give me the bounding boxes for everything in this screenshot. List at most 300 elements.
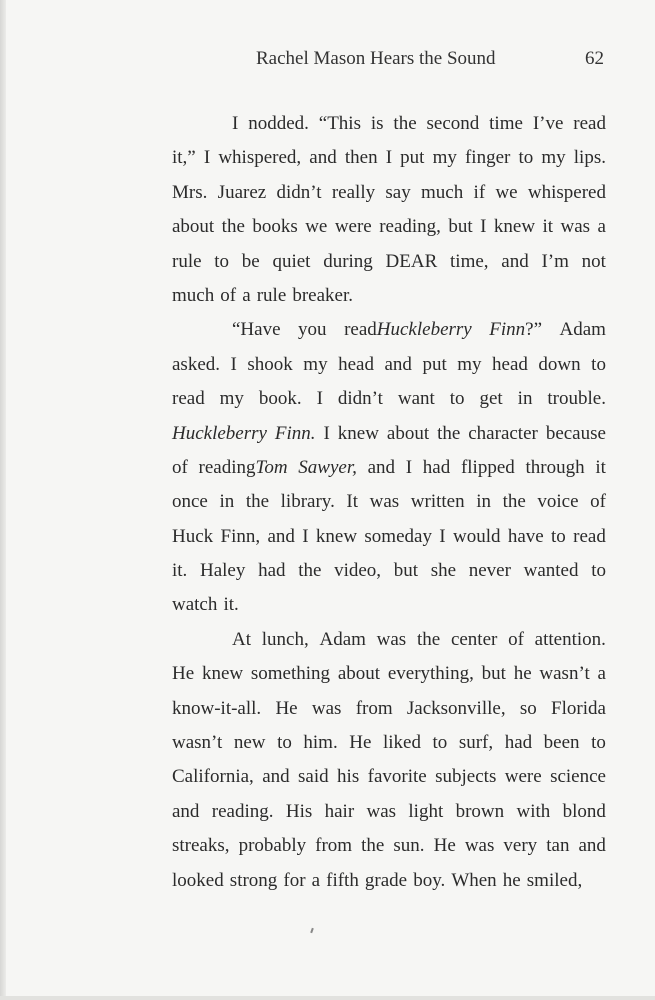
text: His bbox=[285, 800, 313, 822]
text: shook bbox=[247, 353, 293, 375]
text: looked bbox=[172, 869, 224, 891]
word bbox=[172, 245, 202, 279]
text-line bbox=[172, 417, 606, 451]
word bbox=[492, 348, 528, 382]
text-line bbox=[172, 245, 606, 279]
word bbox=[232, 623, 251, 657]
word bbox=[482, 657, 506, 691]
text: voice bbox=[537, 491, 579, 513]
text: Florida bbox=[551, 697, 606, 719]
word bbox=[503, 829, 537, 863]
word bbox=[501, 245, 528, 279]
word bbox=[435, 760, 496, 794]
text: it,” bbox=[172, 147, 196, 169]
word bbox=[305, 210, 327, 244]
italic-text: Finn bbox=[489, 319, 526, 341]
text: never bbox=[468, 560, 511, 582]
word bbox=[172, 829, 230, 863]
word bbox=[453, 520, 501, 554]
text: you bbox=[298, 319, 327, 341]
page-mark bbox=[310, 928, 314, 933]
word bbox=[251, 657, 330, 691]
word bbox=[591, 726, 606, 760]
word bbox=[286, 795, 312, 829]
word bbox=[172, 726, 222, 760]
word bbox=[172, 451, 188, 485]
word bbox=[508, 520, 544, 554]
text: then bbox=[344, 147, 378, 169]
word bbox=[528, 176, 606, 210]
page-number: 62 bbox=[585, 48, 604, 69]
word bbox=[480, 210, 486, 244]
word bbox=[450, 382, 465, 416]
text: books bbox=[252, 216, 298, 238]
word bbox=[303, 726, 337, 760]
text: whispered, bbox=[218, 147, 302, 169]
text: I’m bbox=[541, 250, 569, 272]
text: to bbox=[518, 147, 534, 169]
word bbox=[346, 485, 358, 519]
word bbox=[231, 348, 237, 382]
text: nodded. bbox=[248, 113, 309, 134]
word bbox=[408, 795, 443, 829]
word bbox=[541, 245, 568, 279]
text: had bbox=[504, 732, 533, 754]
text: it. bbox=[172, 560, 188, 582]
text: He bbox=[433, 835, 456, 857]
word bbox=[582, 245, 606, 279]
word bbox=[560, 313, 606, 347]
word bbox=[262, 623, 309, 657]
text: and bbox=[172, 800, 200, 822]
text: of bbox=[172, 456, 188, 478]
text: to bbox=[449, 388, 465, 410]
page-bottom-edge bbox=[0, 996, 655, 1000]
text: character bbox=[468, 422, 538, 444]
word bbox=[202, 657, 243, 691]
word bbox=[407, 692, 506, 726]
word bbox=[561, 210, 591, 244]
text: through bbox=[525, 456, 585, 478]
word bbox=[434, 829, 456, 863]
word bbox=[172, 348, 220, 382]
word bbox=[474, 176, 486, 210]
word bbox=[242, 279, 250, 313]
word bbox=[302, 520, 308, 554]
word bbox=[386, 141, 392, 175]
text: read bbox=[344, 319, 377, 341]
word bbox=[413, 864, 445, 898]
word bbox=[541, 141, 565, 175]
italic-text: Sawyer, bbox=[298, 456, 357, 478]
word bbox=[450, 245, 489, 279]
text: surf, bbox=[458, 732, 494, 754]
word bbox=[319, 107, 361, 141]
text: if bbox=[473, 181, 486, 203]
word bbox=[579, 829, 606, 863]
text: I bbox=[232, 113, 239, 134]
word bbox=[199, 451, 288, 485]
text: want bbox=[397, 388, 435, 410]
text: down bbox=[538, 353, 581, 375]
word bbox=[239, 829, 307, 863]
word bbox=[258, 554, 285, 588]
word bbox=[527, 864, 582, 898]
text: head bbox=[338, 353, 374, 375]
text: we bbox=[495, 181, 518, 203]
word bbox=[298, 554, 321, 588]
word bbox=[451, 864, 496, 898]
text-line bbox=[172, 141, 606, 175]
text: Juarez bbox=[217, 181, 267, 203]
text: watch bbox=[172, 594, 218, 616]
text: about bbox=[172, 216, 215, 238]
word bbox=[324, 417, 330, 451]
text: the bbox=[437, 422, 461, 444]
text: was bbox=[311, 697, 342, 719]
text: I bbox=[480, 216, 487, 238]
text: have bbox=[507, 525, 544, 547]
word bbox=[423, 451, 450, 485]
text: wanted bbox=[523, 560, 579, 582]
word bbox=[591, 554, 606, 588]
word bbox=[257, 279, 287, 313]
word bbox=[172, 588, 217, 622]
word bbox=[344, 313, 472, 347]
word bbox=[338, 417, 379, 451]
text: something bbox=[250, 663, 331, 685]
body-text bbox=[172, 107, 606, 898]
text: I bbox=[230, 353, 237, 375]
text: wasn’t bbox=[172, 732, 223, 754]
text: When bbox=[451, 869, 497, 891]
word bbox=[439, 520, 445, 554]
word bbox=[172, 554, 187, 588]
text: I bbox=[323, 422, 330, 444]
text: him. bbox=[303, 732, 338, 754]
text: whispered bbox=[527, 181, 606, 203]
text-line bbox=[172, 829, 606, 863]
text: streaks, bbox=[172, 835, 230, 857]
word bbox=[234, 726, 266, 760]
text: the bbox=[361, 835, 385, 857]
text: smiled, bbox=[526, 869, 583, 891]
word bbox=[332, 176, 375, 210]
word bbox=[550, 760, 606, 794]
word bbox=[459, 726, 493, 760]
text: I bbox=[302, 525, 309, 547]
word bbox=[591, 348, 606, 382]
text: get bbox=[479, 388, 503, 410]
word bbox=[200, 554, 245, 588]
text: video, bbox=[334, 560, 382, 582]
text: brown bbox=[455, 800, 505, 822]
text: liked bbox=[382, 732, 421, 754]
text: and bbox=[267, 525, 295, 547]
text: lunch, bbox=[261, 628, 309, 650]
word bbox=[247, 348, 292, 382]
word bbox=[489, 313, 542, 347]
page-edge bbox=[0, 0, 6, 1000]
text: about bbox=[386, 422, 430, 444]
text: been bbox=[543, 732, 580, 754]
word bbox=[400, 141, 424, 175]
text: read bbox=[573, 113, 606, 134]
text: the bbox=[393, 113, 417, 134]
word bbox=[451, 623, 497, 657]
word bbox=[316, 520, 357, 554]
text: library. bbox=[280, 491, 335, 513]
text: reading. bbox=[211, 800, 274, 822]
text: flipped bbox=[460, 456, 515, 478]
text: much bbox=[172, 284, 215, 306]
word bbox=[394, 554, 418, 588]
word bbox=[551, 520, 566, 554]
word bbox=[465, 829, 495, 863]
word bbox=[232, 313, 281, 347]
word bbox=[172, 485, 208, 519]
word bbox=[379, 210, 441, 244]
text-line bbox=[172, 795, 606, 829]
text: was bbox=[560, 216, 591, 238]
word bbox=[433, 141, 457, 175]
word bbox=[252, 210, 297, 244]
text: science bbox=[550, 766, 606, 788]
italic-text: Finn. bbox=[274, 422, 316, 444]
word bbox=[421, 176, 463, 210]
word bbox=[338, 382, 383, 416]
text: and bbox=[309, 147, 337, 169]
word bbox=[526, 451, 585, 485]
text: to bbox=[591, 732, 606, 754]
word bbox=[312, 864, 320, 898]
word bbox=[246, 485, 269, 519]
word bbox=[172, 417, 267, 451]
word bbox=[248, 107, 309, 141]
word bbox=[495, 176, 517, 210]
word bbox=[573, 520, 606, 554]
text: breaker. bbox=[292, 284, 353, 306]
text: about bbox=[337, 663, 381, 685]
text-line bbox=[172, 451, 606, 485]
word bbox=[393, 829, 424, 863]
text: he bbox=[513, 663, 532, 685]
text-line bbox=[172, 485, 606, 519]
text: read bbox=[573, 525, 606, 547]
word bbox=[298, 313, 327, 347]
word bbox=[172, 692, 261, 726]
word bbox=[275, 692, 297, 726]
word bbox=[334, 554, 381, 588]
text: and bbox=[501, 250, 529, 272]
word bbox=[221, 520, 261, 554]
word bbox=[323, 245, 373, 279]
word bbox=[281, 485, 335, 519]
word bbox=[309, 141, 336, 175]
text: was bbox=[376, 628, 407, 650]
word bbox=[546, 829, 569, 863]
word bbox=[267, 520, 294, 554]
text: of bbox=[220, 284, 237, 306]
word bbox=[377, 623, 407, 657]
text: my bbox=[303, 353, 328, 375]
text-line bbox=[172, 176, 606, 210]
text-line bbox=[172, 760, 606, 794]
italic-text: Huckleberry bbox=[376, 319, 472, 341]
word bbox=[595, 451, 606, 485]
text: it bbox=[542, 216, 554, 238]
word bbox=[368, 451, 395, 485]
text: light bbox=[408, 800, 444, 822]
text: were bbox=[334, 216, 372, 238]
word bbox=[433, 726, 448, 760]
text: during bbox=[323, 250, 373, 272]
word bbox=[411, 485, 465, 519]
word bbox=[172, 382, 205, 416]
word bbox=[303, 348, 327, 382]
word bbox=[292, 279, 353, 313]
word bbox=[338, 348, 374, 382]
word bbox=[262, 760, 289, 794]
text: DEAR bbox=[385, 250, 438, 272]
text: Huck bbox=[172, 525, 214, 547]
word bbox=[505, 760, 542, 794]
word bbox=[508, 623, 524, 657]
word bbox=[406, 451, 412, 485]
text: is bbox=[370, 113, 384, 134]
word bbox=[543, 210, 554, 244]
word bbox=[461, 451, 515, 485]
text-line bbox=[172, 692, 606, 726]
word bbox=[218, 176, 267, 210]
text: It bbox=[346, 491, 359, 513]
text: but bbox=[393, 560, 419, 582]
text: and bbox=[367, 456, 396, 478]
text: Jacksonville, bbox=[406, 697, 506, 719]
word bbox=[431, 554, 456, 588]
italic-text: Huckleberry bbox=[172, 422, 267, 444]
text: say bbox=[385, 181, 411, 203]
text: I’ve bbox=[532, 113, 564, 134]
text: so bbox=[519, 697, 537, 719]
text: strong bbox=[229, 869, 278, 891]
word bbox=[457, 348, 481, 382]
text: didn’t bbox=[337, 388, 383, 410]
word bbox=[312, 692, 342, 726]
text: were bbox=[504, 766, 542, 788]
word bbox=[520, 692, 537, 726]
text: Adam bbox=[319, 628, 366, 650]
word bbox=[468, 417, 538, 451]
text-line bbox=[172, 726, 606, 760]
word bbox=[448, 210, 472, 244]
word bbox=[535, 623, 606, 657]
word bbox=[361, 829, 384, 863]
text: knew bbox=[493, 216, 536, 238]
text: his bbox=[337, 766, 360, 788]
text: second bbox=[426, 113, 480, 134]
text: put bbox=[422, 353, 447, 375]
text: subjects bbox=[435, 766, 497, 788]
text: quiet bbox=[272, 250, 311, 272]
word bbox=[172, 210, 214, 244]
word bbox=[563, 795, 606, 829]
word bbox=[437, 417, 460, 451]
text: the bbox=[298, 560, 322, 582]
text: put bbox=[400, 147, 425, 169]
word bbox=[505, 726, 532, 760]
word bbox=[315, 829, 352, 863]
word bbox=[230, 864, 278, 898]
text: He bbox=[172, 663, 195, 685]
text-line bbox=[172, 382, 606, 416]
text-line bbox=[172, 588, 606, 622]
text: for bbox=[283, 869, 306, 891]
text: rule bbox=[256, 284, 287, 306]
text: “This bbox=[318, 113, 361, 134]
word bbox=[538, 348, 580, 382]
text: the bbox=[245, 491, 270, 513]
text: I bbox=[405, 456, 413, 478]
text: He bbox=[349, 732, 372, 754]
word bbox=[212, 795, 274, 829]
text: boy. bbox=[413, 869, 446, 891]
word bbox=[514, 657, 532, 691]
word bbox=[517, 795, 551, 829]
text: my bbox=[432, 147, 457, 169]
text: of bbox=[590, 491, 606, 513]
word bbox=[222, 210, 245, 244]
text: knew bbox=[315, 525, 358, 547]
word bbox=[223, 588, 238, 622]
text: be bbox=[241, 250, 260, 272]
text: “Have bbox=[232, 319, 281, 341]
word bbox=[275, 417, 316, 451]
text: to bbox=[277, 732, 292, 754]
word bbox=[220, 382, 244, 416]
text: the bbox=[221, 216, 245, 238]
text: would bbox=[452, 525, 501, 547]
text: a bbox=[597, 663, 606, 685]
text: wasn’t bbox=[539, 663, 590, 685]
word bbox=[524, 554, 579, 588]
text: it bbox=[595, 456, 606, 478]
text: reading, bbox=[379, 216, 441, 238]
word bbox=[365, 864, 407, 898]
text: reading bbox=[198, 456, 256, 478]
text: once bbox=[172, 491, 208, 513]
word bbox=[598, 657, 606, 691]
word bbox=[422, 348, 446, 382]
word bbox=[546, 417, 606, 451]
text: know-it-all. bbox=[172, 697, 262, 719]
text: a bbox=[242, 284, 251, 306]
word bbox=[537, 485, 578, 519]
text: and bbox=[262, 766, 290, 788]
word bbox=[388, 657, 474, 691]
word bbox=[325, 795, 355, 829]
word bbox=[385, 176, 410, 210]
text: read bbox=[172, 388, 205, 410]
text: because bbox=[545, 422, 606, 444]
word bbox=[387, 417, 429, 451]
word bbox=[218, 141, 301, 175]
text: tan bbox=[546, 835, 570, 857]
text: Haley bbox=[200, 560, 246, 582]
text: a bbox=[311, 869, 321, 891]
text: to bbox=[551, 525, 566, 547]
word bbox=[172, 520, 213, 554]
